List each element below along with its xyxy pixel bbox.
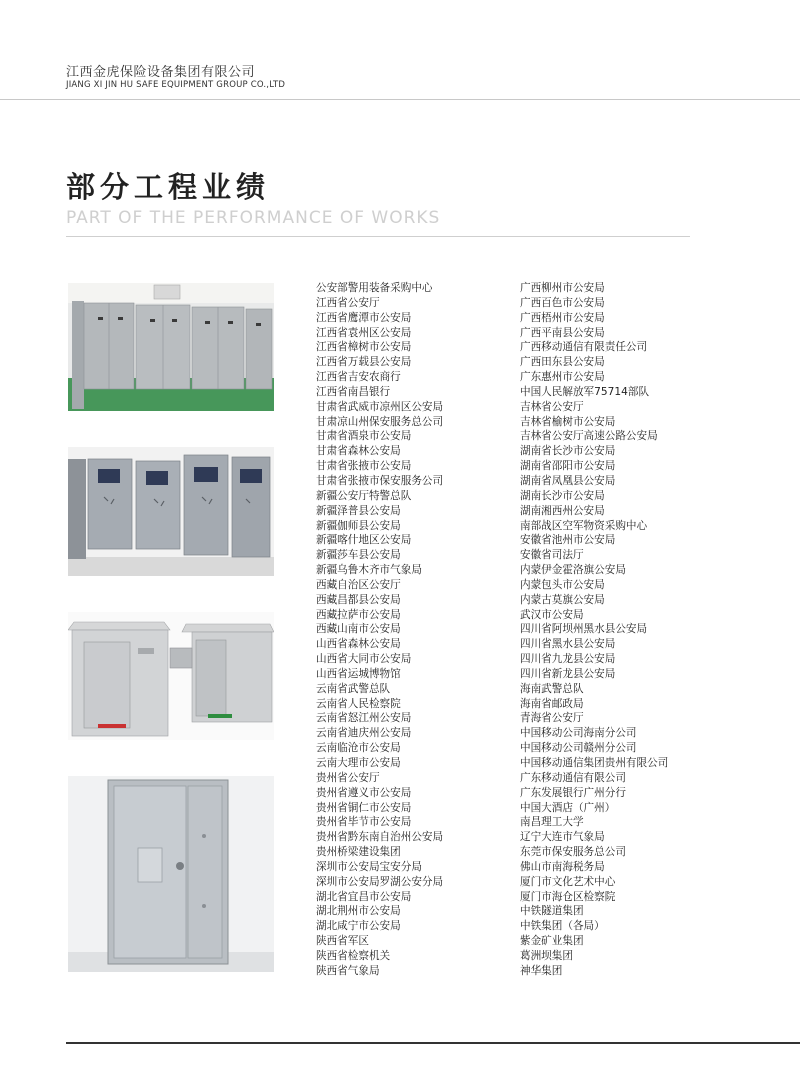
project-list-item: 湖南省邵阳市公安局 <box>520 460 616 473</box>
project-list-item: 中铁隧道集团 <box>520 905 584 918</box>
project-list-item: 广西移动通信有限责任公司 <box>520 341 648 354</box>
project-list-item: 西藏自治区公安厅 <box>316 578 401 591</box>
project-list-item: 贵州省遵义市公安局 <box>316 786 412 799</box>
project-list-item: 江西省南昌银行 <box>316 385 391 398</box>
project-list-item: 吉林省公安厅 <box>520 400 584 413</box>
project-list-item: 湖南省凤凰县公安局 <box>520 474 616 487</box>
project-list-item: 湖北咸宁市公安局 <box>316 920 401 933</box>
header-divider <box>0 99 800 100</box>
project-list-item: 江西省鹰潭市公安局 <box>316 311 412 324</box>
project-list-column-1 <box>316 281 443 979</box>
project-list-item: 山西省森林公安局 <box>316 638 401 651</box>
project-list-item: 新疆喀什地区公安局 <box>316 534 412 547</box>
safe-cabinets-room-photo <box>68 283 274 411</box>
project-list-item: 安徽省池州市公安局 <box>520 534 616 547</box>
project-list-item: 广东惠州市公安局 <box>520 371 605 384</box>
project-list-item: 湖南省长沙市公安局 <box>520 445 616 458</box>
project-list-item: 山西省运城博物馆 <box>316 667 401 680</box>
project-list-item: 江西省吉安农商行 <box>316 371 401 384</box>
project-list-item: 佛山市南海税务局 <box>520 860 605 873</box>
project-list-item: 武汉市公安局 <box>520 608 584 621</box>
project-list-item: 广东发展银行广州分行 <box>520 786 626 799</box>
project-list-column-2 <box>520 281 668 979</box>
project-list-item: 湖北省宜昌市公安局 <box>316 890 412 903</box>
project-list-item: 贵州省毕节市公安局 <box>316 816 412 829</box>
project-list-item: 内蒙包头市公安局 <box>520 578 605 591</box>
project-list-item: 中国移动公司海南分公司 <box>520 727 637 740</box>
project-list-item: 辽宁大连市气象局 <box>520 831 605 844</box>
project-list-item: 中铁集团（各局） <box>520 920 605 933</box>
project-list-item: 广西梧州市公安局 <box>520 311 605 324</box>
project-list-item: 安徽省司法厅 <box>520 549 584 562</box>
project-list-item: 贵州省黔东南自治州公安局 <box>316 831 444 844</box>
project-list-item: 中国大酒店（广州） <box>520 801 616 814</box>
project-list-item: 西藏山南市公安局 <box>316 623 401 636</box>
project-list-item: 甘肃省张掖市公安局 <box>316 460 412 473</box>
section-title-cn: 部分工程业绩 <box>66 170 271 204</box>
project-list-item: 西藏昌都县公安局 <box>316 593 401 606</box>
project-list-item: 甘肃省酒泉市公安局 <box>316 430 412 443</box>
project-list-item: 内蒙古莫旗公安局 <box>520 593 605 606</box>
vault-door-photo <box>68 776 274 972</box>
project-list-item: 青海省公安厅 <box>520 712 584 725</box>
project-list-item: 海南武警总队 <box>520 682 584 695</box>
project-list-item: 厦门市海仓区检察院 <box>520 890 616 903</box>
project-list-item: 甘肃省张掖市保安服务公司 <box>316 474 444 487</box>
project-list-item: 广西百色市公安局 <box>520 296 605 309</box>
project-list-item: 新疆莎车县公安局 <box>316 549 401 562</box>
project-list-item: 贵州桥梁建设集团 <box>316 846 401 859</box>
project-list-item: 内蒙伊金霍洛旗公安局 <box>520 564 626 577</box>
project-list-item: 新疆公安厅特警总队 <box>316 489 412 502</box>
project-list-item: 广西平南县公安局 <box>520 326 605 339</box>
project-list-item: 新疆伽师县公安局 <box>316 519 401 532</box>
project-list-item: 陕西省军区 <box>316 935 369 948</box>
project-list-item: 中国移动公司赣州分公司 <box>520 742 637 755</box>
project-list-item: 云南省武警总队 <box>316 682 391 695</box>
project-list-item: 广西田东县公安局 <box>520 356 605 369</box>
project-list-item: 江西省万载县公安局 <box>316 356 412 369</box>
project-list-item: 神华集团 <box>520 964 563 977</box>
project-list-item: 西藏拉萨市公安局 <box>316 608 401 621</box>
project-list-item: 广东移动通信有限公司 <box>520 771 626 784</box>
project-list-item: 东莞市保安服务总公司 <box>520 846 626 859</box>
project-list-item: 湖南长沙市公安局 <box>520 489 605 502</box>
company-name-cn: 江西金虎保险设备集团有限公司 <box>66 65 256 80</box>
project-list-item: 葛洲坝集团 <box>520 949 573 962</box>
project-list-item: 云南临沧市公安局 <box>316 742 401 755</box>
project-list-item: 贵州省公安厅 <box>316 771 380 784</box>
project-list-item: 江西省袁州区公安局 <box>316 326 412 339</box>
gun-cabinets-photo <box>68 447 274 576</box>
project-list-item: 云南省迪庆州公安局 <box>316 727 412 740</box>
project-list-item: 江西省公安厅 <box>316 296 380 309</box>
project-list-item: 厦门市文化艺术中心 <box>520 875 616 888</box>
project-list-item: 贵州省铜仁市公安局 <box>316 801 412 814</box>
project-list-item: 吉林省公安厅高速公路公安局 <box>520 430 658 443</box>
project-list-item: 紫金矿业集团 <box>520 935 584 948</box>
project-list-item: 南昌理工大学 <box>520 816 584 829</box>
project-list-item: 山西省大同市公安局 <box>316 653 412 666</box>
project-list-item: 公安部警用装备采购中心 <box>316 282 433 294</box>
project-list-item: 深圳市公安局罗湖公安分局 <box>316 875 444 888</box>
project-list-item: 新疆泽普县公安局 <box>316 504 401 517</box>
section-title-en: PART OF THE PERFORMANCE OF WORKS <box>66 208 441 228</box>
project-list-item: 湖北荆州市公安局 <box>316 905 401 918</box>
project-list-item: 甘肃省武威市凉州区公安局 <box>316 400 444 413</box>
security-cabins-photo <box>68 612 274 740</box>
project-list-item: 甘肃省森林公安局 <box>316 445 401 458</box>
project-list-item: 云南省怒江州公安局 <box>316 712 412 725</box>
project-list-item: 甘肃凉山州保安服务总公司 <box>316 415 444 428</box>
company-name-en: JIANG XI JIN HU SAFE EQUIPMENT GROUP CO.,LTD <box>66 80 286 90</box>
project-list-item: 深圳市公安局宝安分局 <box>316 860 422 873</box>
project-list-item: 新疆乌鲁木齐市气象局 <box>316 564 422 577</box>
project-list-item: 海南省邮政局 <box>520 697 584 710</box>
project-list-item: 湖南湘西州公安局 <box>520 504 605 517</box>
project-list-item: 云南省人民检察院 <box>316 697 401 710</box>
project-list-item: 广西柳州市公安局 <box>520 282 605 294</box>
project-list-item: 云南大理市公安局 <box>316 757 401 769</box>
project-list-item: 陕西省气象局 <box>316 964 380 977</box>
project-list-item: 吉林省榆树市公安局 <box>520 415 616 428</box>
project-list-item: 四川省黑水县公安局 <box>520 638 616 651</box>
project-list-item: 陕西省检察机关 <box>316 949 391 962</box>
title-divider <box>66 236 690 237</box>
project-list-item: 中国移动通信集团贵州有限公司 <box>520 757 669 769</box>
project-list-item: 四川省新龙县公安局 <box>520 667 616 680</box>
project-list-item: 江西省樟树市公安局 <box>316 341 412 354</box>
project-list-item: 四川省九龙县公安局 <box>520 653 616 666</box>
footer-divider <box>66 1042 800 1044</box>
project-list-item: 南部战区空军物资采购中心 <box>520 519 648 532</box>
project-list-item: 四川省阿坝州黑水县公安局 <box>520 623 648 636</box>
project-list-item: 中国人民解放军75714部队 <box>520 385 650 398</box>
